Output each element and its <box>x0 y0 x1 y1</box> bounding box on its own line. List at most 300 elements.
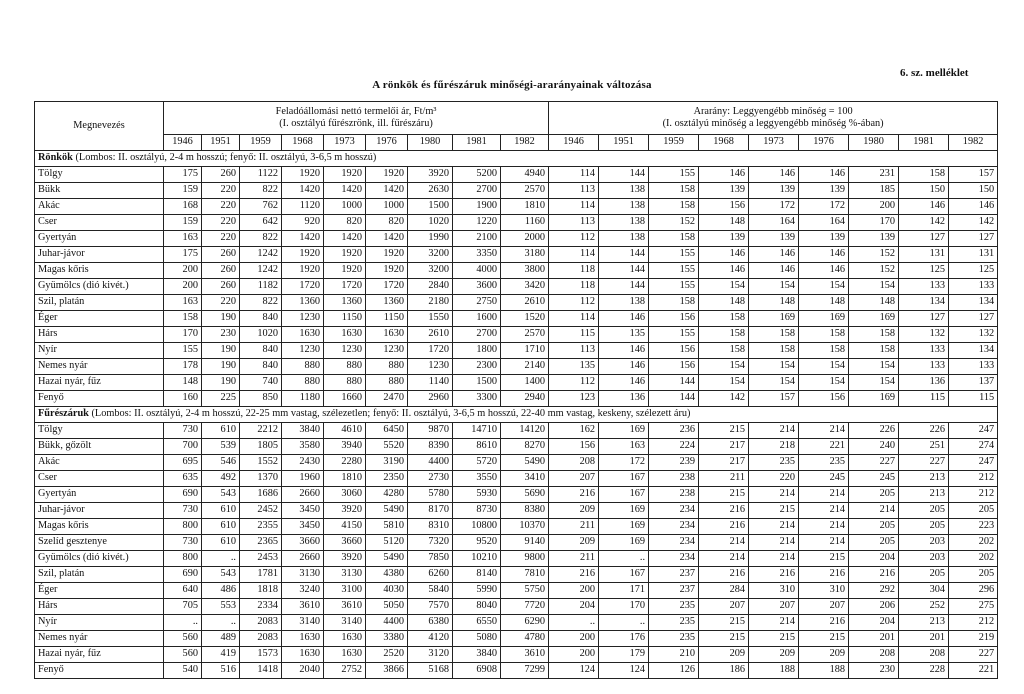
species-name-cell: Nyír <box>35 615 164 631</box>
ratio-cell: 209 <box>699 647 749 663</box>
ratio-cell: 144 <box>599 263 649 279</box>
ratio-cell: 217 <box>699 455 749 471</box>
price-cell: 1220 <box>453 215 501 231</box>
table-row <box>35 359 998 375</box>
price-cell: 840 <box>240 343 282 359</box>
price-cell: 1420 <box>366 231 408 247</box>
price-cell: 159 <box>164 183 202 199</box>
price-cell: 3920 <box>324 503 366 519</box>
price-cell: 1630 <box>324 327 366 343</box>
ratio-cell: 216 <box>549 487 599 503</box>
price-cell: 1720 <box>282 279 324 295</box>
price-cell: 14120 <box>501 423 549 439</box>
ratio-year-header: 1959 <box>649 135 699 151</box>
price-cell: 5050 <box>366 599 408 615</box>
price-cell: 1920 <box>282 263 324 279</box>
ratio-cell: 135 <box>599 327 649 343</box>
price-cell: 4280 <box>366 487 408 503</box>
species-name-cell: Hárs <box>35 327 164 343</box>
price-cell: 1360 <box>366 295 408 311</box>
table-row <box>35 631 998 647</box>
ratio-cell: 133 <box>899 343 949 359</box>
ratio-cell: 217 <box>699 439 749 455</box>
price-cell: 3800 <box>501 263 549 279</box>
price-cell: 5168 <box>408 663 453 679</box>
price-cell: 3920 <box>324 551 366 567</box>
price-cell: 4030 <box>366 583 408 599</box>
price-cell: 5720 <box>453 455 501 471</box>
price-cell: 5080 <box>453 631 501 647</box>
ratio-year-header: 1946 <box>549 135 599 151</box>
document-title: A rönkök és fűrészáruk minőségi-ararányainak változása <box>372 79 652 91</box>
price-cell: 822 <box>240 183 282 199</box>
ratio-cell: 213 <box>899 471 949 487</box>
ratio-cell: 169 <box>599 519 649 535</box>
price-cell: 4400 <box>366 615 408 631</box>
price-cell: 3450 <box>282 503 324 519</box>
ratio-cell: 156 <box>649 343 699 359</box>
price-cell: 486 <box>202 583 240 599</box>
ratio-cell: 167 <box>599 487 649 503</box>
section-title-detail: (Lombos: II. osztályú, 2-4 m hosszú; fenyő: II. osztályú, 3-6,5 m hosszú) <box>72 152 377 164</box>
section-title <box>35 151 998 167</box>
price-cell: 3200 <box>408 247 453 263</box>
price-cell: 8170 <box>408 503 453 519</box>
ratio-cell: 209 <box>749 647 799 663</box>
price-cell: 1230 <box>366 343 408 359</box>
price-cell: 560 <box>164 647 202 663</box>
annex-label: 6. sz. melléklet <box>900 67 969 79</box>
ratio-cell: 200 <box>849 199 899 215</box>
species-name-cell: Gyertyán <box>35 487 164 503</box>
species-name-cell: Szelíd gesztenye <box>35 535 164 551</box>
ratio-cell: 158 <box>699 343 749 359</box>
price-cell: 822 <box>240 295 282 311</box>
ratio-cell: 142 <box>949 215 998 231</box>
price-cell: 5690 <box>501 487 549 503</box>
ratio-cell: 133 <box>949 359 998 375</box>
price-cell: 1720 <box>408 343 453 359</box>
ratio-cell: 234 <box>649 519 699 535</box>
ratio-cell: 139 <box>799 231 849 247</box>
price-year-header: 1959 <box>240 135 282 151</box>
ratio-cell: 231 <box>849 167 899 183</box>
ratio-cell: 214 <box>749 535 799 551</box>
price-cell: 1686 <box>240 487 282 503</box>
price-cell: 220 <box>202 199 240 215</box>
ratio-cell: 204 <box>549 599 599 615</box>
price-cell: 5490 <box>366 551 408 567</box>
price-cell: 1140 <box>408 375 453 391</box>
ratio-cell: 127 <box>949 231 998 247</box>
ratio-cell: 216 <box>799 615 849 631</box>
price-cell: 4000 <box>453 263 501 279</box>
ratio-cell: 235 <box>649 615 699 631</box>
ratio-cell: 238 <box>649 487 699 503</box>
price-cell: 3380 <box>366 631 408 647</box>
price-cell: 2660 <box>282 551 324 567</box>
ratio-cell: 245 <box>799 471 849 487</box>
price-cell: 3410 <box>501 471 549 487</box>
ratio-cell: 138 <box>599 183 649 199</box>
price-cell: 3130 <box>324 567 366 583</box>
ratio-cell: 211 <box>549 551 599 567</box>
price-cell: 1000 <box>324 199 366 215</box>
price-cell: 170 <box>164 327 202 343</box>
species-name-cell: Gyertyán <box>35 231 164 247</box>
ratio-cell: 158 <box>649 231 699 247</box>
ratio-cell: 156 <box>799 391 849 407</box>
ratio-year-header: 1980 <box>849 135 899 151</box>
ratio-cell: 171 <box>599 583 649 599</box>
ratio-cell: 310 <box>749 583 799 599</box>
ratio-cell: 156 <box>549 439 599 455</box>
price-cell: 740 <box>240 375 282 391</box>
ratio-cell: 144 <box>599 247 649 263</box>
price-cell: 1630 <box>366 327 408 343</box>
price-cell: 880 <box>324 359 366 375</box>
ratio-cell: 127 <box>899 231 949 247</box>
ratio-cell: 201 <box>849 631 899 647</box>
ratio-cell: 113 <box>549 343 599 359</box>
ratio-year-header: 1981 <box>899 135 949 151</box>
species-name-cell: Juhar-jávor <box>35 247 164 263</box>
price-cell: 543 <box>202 487 240 503</box>
ratio-cell: 155 <box>649 167 699 183</box>
ratio-cell: 144 <box>599 279 649 295</box>
ratio-cell: 215 <box>749 631 799 647</box>
price-cell: 2355 <box>240 519 282 535</box>
price-cell: 820 <box>366 215 408 231</box>
price-year-header: 1951 <box>202 135 240 151</box>
price-cell: 1920 <box>366 167 408 183</box>
ratio-cell: 213 <box>899 487 949 503</box>
ratio-cell: 154 <box>699 375 749 391</box>
ratio-cell: 209 <box>799 647 849 663</box>
ratio-cell: 227 <box>899 455 949 471</box>
ratio-cell: 134 <box>899 295 949 311</box>
price-cell: 419 <box>202 647 240 663</box>
price-cell: 5750 <box>501 583 549 599</box>
ratio-cell: 148 <box>699 295 749 311</box>
price-cell: 1500 <box>453 375 501 391</box>
ratio-cell: 144 <box>599 167 649 183</box>
ratio-cell: 139 <box>699 183 749 199</box>
species-name-cell: Magas kőris <box>35 519 164 535</box>
price-cell: 1630 <box>282 327 324 343</box>
ratio-cell: 158 <box>699 311 749 327</box>
price-cell: 2700 <box>453 327 501 343</box>
price-cell: 1900 <box>453 199 501 215</box>
price-cell: 9800 <box>501 551 549 567</box>
ratio-cell: 133 <box>899 279 949 295</box>
ratio-cell: 179 <box>599 647 649 663</box>
ratio-cell: 211 <box>549 519 599 535</box>
ratio-cell: 204 <box>849 551 899 567</box>
price-cell: 642 <box>240 215 282 231</box>
ratio-cell: 212 <box>949 487 998 503</box>
ratio-cell: 214 <box>749 519 799 535</box>
price-cell: 850 <box>240 391 282 407</box>
price-cell: 260 <box>202 167 240 183</box>
ratio-cell: 162 <box>549 423 599 439</box>
ratio-cell: 154 <box>749 359 799 375</box>
price-cell: 190 <box>202 375 240 391</box>
ratio-cell: 275 <box>949 599 998 615</box>
ratio-cell: 214 <box>699 535 749 551</box>
price-cell: 7850 <box>408 551 453 567</box>
ratio-cell: 113 <box>549 183 599 199</box>
price-group-header <box>164 102 549 135</box>
price-cell: 160 <box>164 391 202 407</box>
price-cell: 8610 <box>453 439 501 455</box>
ratio-cell: 211 <box>699 471 749 487</box>
price-cell: 260 <box>202 279 240 295</box>
ratio-cell: 114 <box>549 247 599 263</box>
ratio-cell: 114 <box>549 167 599 183</box>
price-cell: 2083 <box>240 615 282 631</box>
price-cell: 700 <box>164 439 202 455</box>
ratio-cell: 236 <box>649 423 699 439</box>
ratio-cell: 237 <box>649 583 699 599</box>
ratio-cell: 172 <box>599 455 649 471</box>
price-cell: 5120 <box>366 535 408 551</box>
ratio-cell: 146 <box>749 247 799 263</box>
ratio-cell: 146 <box>599 311 649 327</box>
price-cell: 175 <box>164 247 202 263</box>
ratio-cell: 215 <box>749 503 799 519</box>
price-cell: 3660 <box>282 535 324 551</box>
species-name-cell: Éger <box>35 583 164 599</box>
price-cell: 2280 <box>324 455 366 471</box>
price-cell: 3450 <box>282 519 324 535</box>
table-row <box>35 215 998 231</box>
price-year-header: 1973 <box>324 135 366 151</box>
price-cell: 1420 <box>324 183 366 199</box>
price-cell: 1242 <box>240 263 282 279</box>
price-cell: 163 <box>164 231 202 247</box>
ratio-header-line1: Ararány: Leggyengébb minőség = 100 <box>693 106 853 117</box>
section-header-row <box>35 407 998 423</box>
price-cell: 880 <box>324 375 366 391</box>
ratio-cell: 214 <box>749 423 799 439</box>
price-cell: 3140 <box>324 615 366 631</box>
ratio-cell: 214 <box>799 423 849 439</box>
price-cell: 1960 <box>282 471 324 487</box>
ratio-cell: 136 <box>899 375 949 391</box>
price-cell: 190 <box>202 311 240 327</box>
ratio-cell: 185 <box>849 183 899 199</box>
table-row <box>35 343 998 359</box>
ratio-cell: 235 <box>649 631 699 647</box>
ratio-cell: 227 <box>849 455 899 471</box>
ratio-cell: 158 <box>649 183 699 199</box>
price-cell: 2453 <box>240 551 282 567</box>
ratio-cell: 139 <box>699 231 749 247</box>
ratio-cell: 214 <box>799 503 849 519</box>
ratio-cell: 230 <box>849 663 899 679</box>
ratio-cell: 212 <box>949 471 998 487</box>
ratio-cell: 228 <box>899 663 949 679</box>
table-row <box>35 375 998 391</box>
ratio-cell: 138 <box>599 295 649 311</box>
ratio-cell: 125 <box>899 263 949 279</box>
ratio-cell: 214 <box>849 503 899 519</box>
price-cell: 2520 <box>366 647 408 663</box>
ratio-cell: 205 <box>849 519 899 535</box>
ratio-cell: 245 <box>849 471 899 487</box>
price-cell: 635 <box>164 471 202 487</box>
ratio-cell: 205 <box>949 503 998 519</box>
price-cell: 7320 <box>408 535 453 551</box>
price-cell: 3240 <box>282 583 324 599</box>
ratio-cell: 139 <box>749 231 799 247</box>
ratio-cell: 133 <box>949 279 998 295</box>
ratio-cell: 146 <box>749 263 799 279</box>
table-row <box>35 471 998 487</box>
ratio-cell: .. <box>549 615 599 631</box>
ratio-cell: 234 <box>649 551 699 567</box>
price-cell: 6450 <box>366 423 408 439</box>
ratio-cell: 214 <box>699 551 749 567</box>
ratio-cell: 216 <box>549 567 599 583</box>
price-cell: 5810 <box>366 519 408 535</box>
ratio-cell: 212 <box>949 615 998 631</box>
ratio-cell: 156 <box>649 311 699 327</box>
ratio-cell: 158 <box>699 327 749 343</box>
ratio-cell: 274 <box>949 439 998 455</box>
price-cell: 1020 <box>408 215 453 231</box>
ratio-cell: 208 <box>849 647 899 663</box>
price-cell: 2730 <box>408 471 453 487</box>
price-year-header: 1968 <box>282 135 324 151</box>
species-name-cell: Juhar-jávor <box>35 503 164 519</box>
ratio-cell: 238 <box>649 471 699 487</box>
ratio-year-header: 1968 <box>699 135 749 151</box>
ratio-cell: 169 <box>799 311 849 327</box>
ratio-cell: 188 <box>799 663 849 679</box>
price-cell: 3100 <box>324 583 366 599</box>
ratio-cell: 223 <box>949 519 998 535</box>
price-cell: 3610 <box>324 599 366 615</box>
price-cell: 1630 <box>324 631 366 647</box>
price-cell: 175 <box>164 167 202 183</box>
price-cell: 8730 <box>453 503 501 519</box>
price-cell: 1552 <box>240 455 282 471</box>
ratio-cell: 304 <box>899 583 949 599</box>
ratio-cell: 214 <box>799 535 849 551</box>
ratio-cell: 169 <box>599 423 649 439</box>
price-cell: 1990 <box>408 231 453 247</box>
ratio-cell: 203 <box>899 535 949 551</box>
price-cell: 820 <box>324 215 366 231</box>
price-cell: 730 <box>164 535 202 551</box>
ratio-cell: 136 <box>599 391 649 407</box>
ratio-cell: 226 <box>899 423 949 439</box>
price-cell: 1520 <box>501 311 549 327</box>
ratio-cell: 202 <box>949 551 998 567</box>
price-ratio-table <box>34 101 998 679</box>
ratio-cell: 124 <box>549 663 599 679</box>
table-row <box>35 647 998 663</box>
ratio-cell: 139 <box>799 183 849 199</box>
ratio-cell: 150 <box>899 183 949 199</box>
price-cell: 1810 <box>501 199 549 215</box>
ratio-cell: 127 <box>949 311 998 327</box>
ratio-cell: 115 <box>899 391 949 407</box>
ratio-cell: 216 <box>699 519 749 535</box>
ratio-cell: 158 <box>799 327 849 343</box>
ratio-cell: 252 <box>899 599 949 615</box>
price-cell: 1120 <box>282 199 324 215</box>
price-cell: 1920 <box>324 167 366 183</box>
price-cell: 8270 <box>501 439 549 455</box>
ratio-cell: 146 <box>699 167 749 183</box>
ratio-cell: 216 <box>799 567 849 583</box>
ratio-cell: 205 <box>849 487 899 503</box>
ratio-cell: 215 <box>799 631 849 647</box>
price-cell: 6290 <box>501 615 549 631</box>
price-cell: 1182 <box>240 279 282 295</box>
price-cell: 640 <box>164 583 202 599</box>
price-cell: 1810 <box>324 471 366 487</box>
ratio-cell: 216 <box>749 567 799 583</box>
price-cell: 553 <box>202 599 240 615</box>
ratio-header-line2: (I. osztályú minőség a leggyengébb minőség %-ában) <box>662 118 884 129</box>
price-cell: 1230 <box>324 343 366 359</box>
ratio-cell: 215 <box>699 631 749 647</box>
price-cell: 5200 <box>453 167 501 183</box>
price-cell: 3130 <box>282 567 324 583</box>
ratio-year-header: 1951 <box>599 135 649 151</box>
price-cell: 6260 <box>408 567 453 583</box>
ratio-cell: 158 <box>649 199 699 215</box>
price-cell: 1818 <box>240 583 282 599</box>
table-row <box>35 567 998 583</box>
price-cell: 1800 <box>453 343 501 359</box>
price-cell: 2334 <box>240 599 282 615</box>
species-name-cell: Cser <box>35 471 164 487</box>
ratio-cell: 214 <box>799 487 849 503</box>
ratio-cell: 112 <box>549 375 599 391</box>
ratio-cell: 247 <box>949 423 998 439</box>
ratio-cell: 154 <box>849 375 899 391</box>
price-cell: 1920 <box>366 263 408 279</box>
table-row <box>35 423 998 439</box>
price-cell: 8310 <box>408 519 453 535</box>
price-cell: 880 <box>366 375 408 391</box>
price-cell: 8390 <box>408 439 453 455</box>
species-name-cell: Szil, platán <box>35 567 164 583</box>
price-cell: 2083 <box>240 631 282 647</box>
ratio-cell: 142 <box>899 215 949 231</box>
ratio-cell: 209 <box>549 535 599 551</box>
ratio-cell: 188 <box>749 663 799 679</box>
ratio-cell: 226 <box>849 423 899 439</box>
ratio-cell: 167 <box>599 471 649 487</box>
price-cell: 2365 <box>240 535 282 551</box>
section-title <box>35 407 998 423</box>
price-cell: 705 <box>164 599 202 615</box>
ratio-cell: 148 <box>849 295 899 311</box>
price-cell: 610 <box>202 423 240 439</box>
price-cell: 1630 <box>282 631 324 647</box>
price-cell: 10370 <box>501 519 549 535</box>
ratio-cell: 176 <box>599 631 649 647</box>
ratio-cell: 167 <box>599 567 649 583</box>
price-cell: 3580 <box>282 439 324 455</box>
ratio-cell: 152 <box>849 263 899 279</box>
